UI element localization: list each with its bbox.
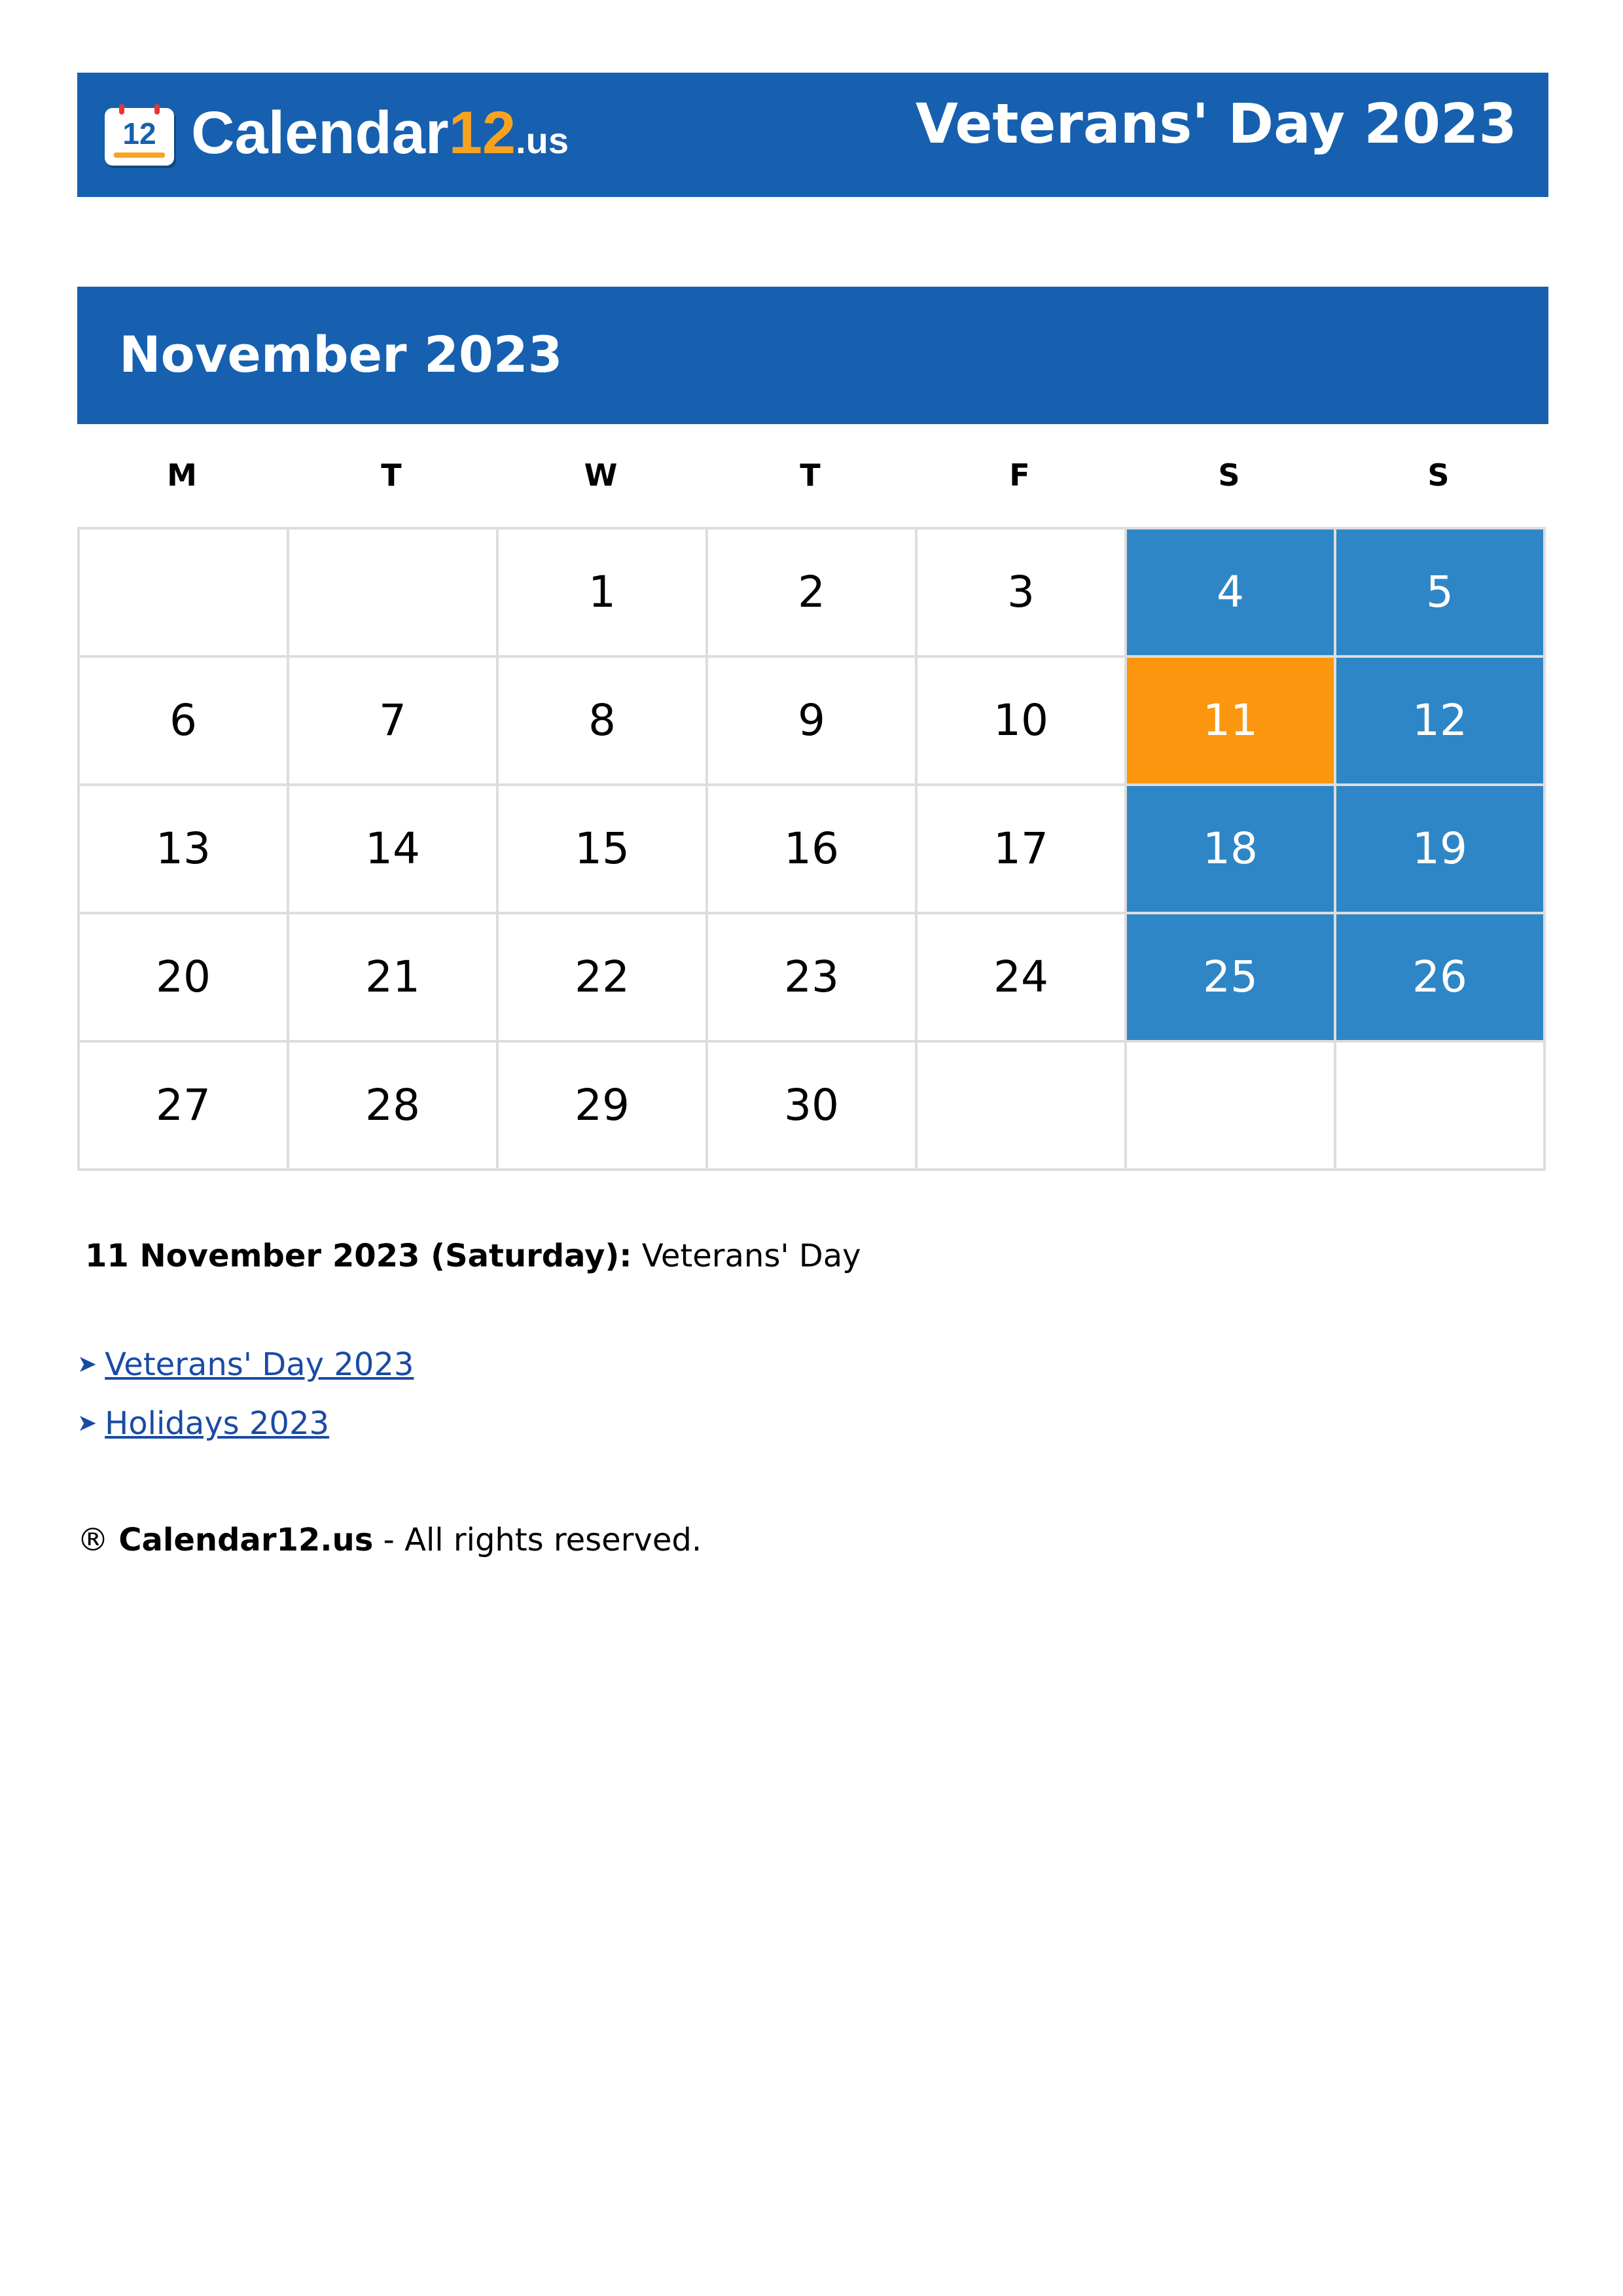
logo-word-us: .us	[516, 120, 569, 161]
day-cell[interactable]: 19	[1336, 786, 1546, 914]
holiday-date: 11 November 2023 (Saturday):	[85, 1238, 632, 1274]
day-cell[interactable]: 26	[1336, 914, 1546, 1043]
day-cell[interactable]: 1	[499, 529, 708, 658]
day-cell[interactable]: 30	[708, 1043, 918, 1171]
weekday-label: M	[167, 457, 197, 493]
weekday-label: S	[1427, 457, 1450, 493]
footer-rights: - All rights reserved.	[383, 1522, 702, 1558]
holiday-description	[85, 1233, 861, 1279]
month-title: November 2023	[119, 325, 563, 384]
day-cell-empty	[289, 529, 499, 658]
weekday-label: W	[584, 457, 618, 493]
weekday-label: T	[800, 457, 821, 493]
day-cell[interactable]: 5	[1336, 529, 1546, 658]
day-cell-empty	[1336, 1043, 1546, 1171]
day-cell[interactable]: 27	[80, 1043, 289, 1171]
day-cell-empty	[918, 1043, 1127, 1171]
weekday-header-row	[77, 450, 1543, 500]
month-header	[77, 287, 1548, 424]
day-cell[interactable]: 20	[80, 914, 289, 1043]
day-cell-holiday[interactable]: 11	[1127, 658, 1336, 786]
day-cell[interactable]: 17	[918, 786, 1127, 914]
link-item-holidays	[77, 1394, 414, 1453]
day-cell[interactable]: 8	[499, 658, 708, 786]
day-cell[interactable]: 16	[708, 786, 918, 914]
logo-word-12: 12	[448, 99, 516, 166]
day-cell[interactable]: 24	[918, 914, 1127, 1043]
day-cell[interactable]: 25	[1127, 914, 1336, 1043]
link-item-veterans-day	[77, 1335, 414, 1394]
footer	[77, 1517, 702, 1563]
day-cell[interactable]: 9	[708, 658, 918, 786]
holiday-name: Veterans' Day	[641, 1238, 861, 1274]
day-cell[interactable]: 4	[1127, 529, 1336, 658]
page-title: Veterans' Day 2023	[916, 92, 1517, 156]
day-cell[interactable]: 23	[708, 914, 918, 1043]
weekday-label: S	[1218, 457, 1240, 493]
day-cell[interactable]: 12	[1336, 658, 1546, 786]
day-cell[interactable]: 29	[499, 1043, 708, 1171]
day-cell[interactable]: 3	[918, 529, 1127, 658]
day-cell[interactable]: 13	[80, 786, 289, 914]
day-cell-empty	[80, 529, 289, 658]
arrow-right-icon: ➤	[77, 1410, 98, 1437]
day-cell[interactable]: 10	[918, 658, 1127, 786]
day-cell-empty	[1127, 1043, 1336, 1171]
footer-brand: Calendar12.us	[118, 1522, 374, 1558]
calendar-ring-left	[119, 104, 124, 115]
link-veterans-day-2023[interactable]: Veterans' Day 2023	[105, 1346, 414, 1383]
arrow-right-icon: ➤	[77, 1351, 98, 1378]
page-header	[77, 73, 1548, 197]
related-links	[77, 1335, 414, 1453]
day-cell[interactable]: 21	[289, 914, 499, 1043]
calendar-icon	[105, 108, 174, 166]
link-holidays-2023[interactable]: Holidays 2023	[105, 1405, 330, 1442]
day-cell[interactable]: 14	[289, 786, 499, 914]
day-cell[interactable]: 15	[499, 786, 708, 914]
calendar-grid	[77, 527, 1546, 1171]
weekday-label: F	[1009, 457, 1030, 493]
registered-symbol: ®	[77, 1522, 109, 1558]
logo-wordmark	[191, 101, 569, 172]
day-cell[interactable]: 18	[1127, 786, 1336, 914]
logo-icon-number: 12	[122, 117, 156, 151]
day-cell[interactable]: 2	[708, 529, 918, 658]
logo-word-calendar: Calendar	[191, 99, 449, 166]
day-cell[interactable]: 22	[499, 914, 708, 1043]
day-cell[interactable]: 28	[289, 1043, 499, 1171]
day-cell[interactable]: 6	[80, 658, 289, 786]
day-cell[interactable]: 7	[289, 658, 499, 786]
calendar-ring-right	[154, 104, 160, 115]
site-logo[interactable]	[105, 99, 569, 168]
logo-icon-bar	[114, 152, 165, 158]
weekday-label: T	[381, 457, 402, 493]
